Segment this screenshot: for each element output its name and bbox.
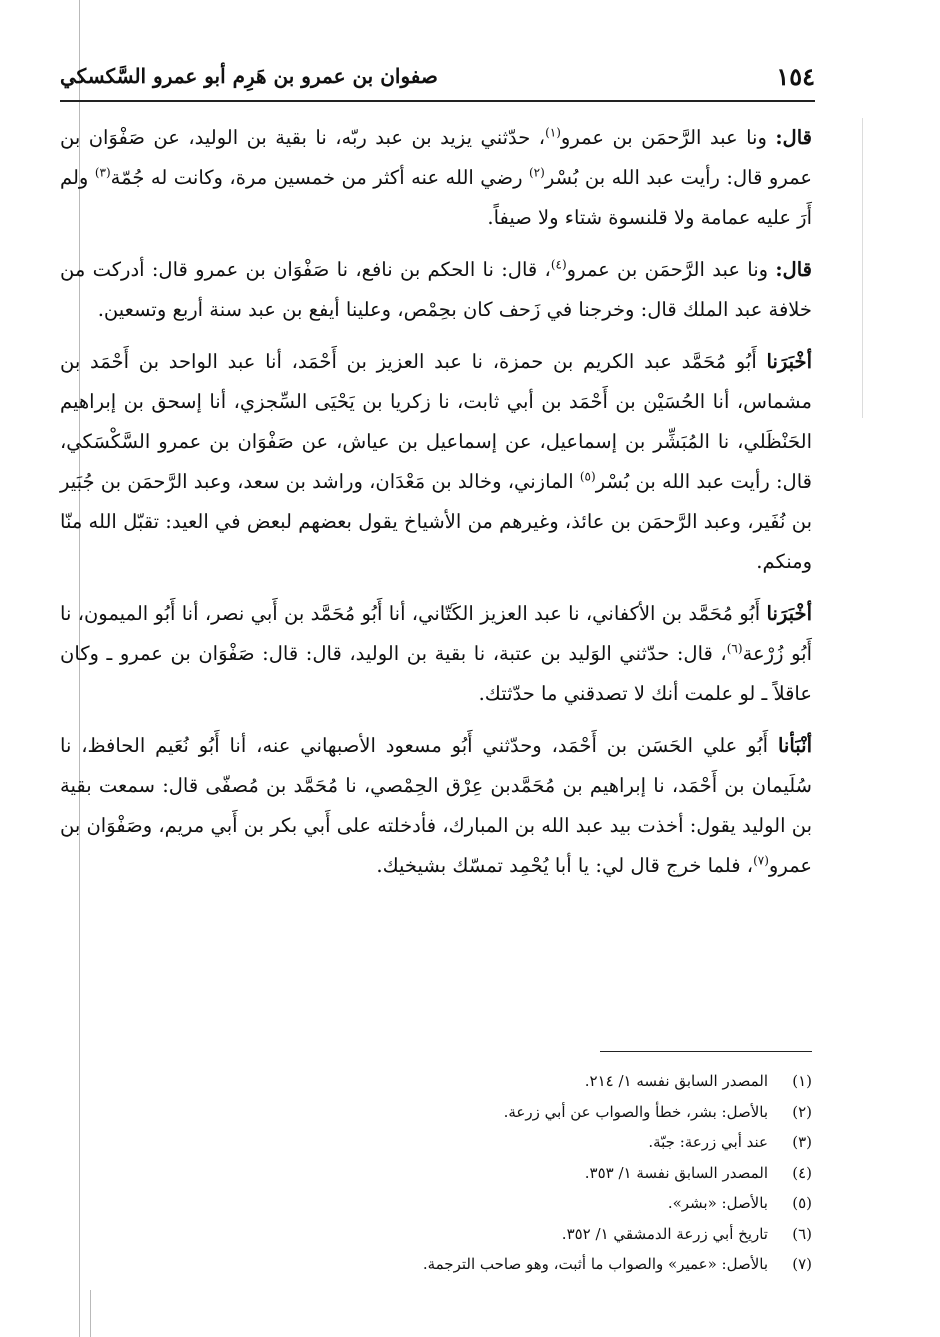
footnote-item bbox=[60, 1158, 812, 1189]
footnote-reference: (١) bbox=[545, 125, 561, 140]
paragraph-text: ، حدّثني يزيد بن عبد ربّه، نا بقية بن الوليد، عن صَفْوَان بن عمرو قال: رأيت عبد الله بن بُسْر bbox=[60, 126, 812, 189]
paragraph-text: ، فلما خرج قال لي: يا أبا يُحْمِد تمسّك بشيخيك. bbox=[376, 854, 754, 877]
paragraph bbox=[60, 726, 812, 886]
footnote-separator bbox=[600, 1051, 812, 1052]
footnote-text: بالأصل: «عمير» والصواب ما أثبت، وهو صاحب الترجمة. bbox=[422, 1255, 768, 1273]
paragraph-text: أَبُو مُحَمَّد عبد الكريم بن حمزة، نا عبد العزيز بن أَحْمَد، أنا عبد الواحد بن أَحْمَد بن مشماس، أنا الحُسَيْن بن أَحْمَد بن أبي ثابت، نا زكريا بن يَحْيَى السِّجزي، أنا إسحق بن إبراهيم الحَنْظَلي، نا المُبَشِّر بن إسماعيل، عن إسماعيل بن عياش، عن صَفْوَان بن عمرو السَّكْسَكي، قال: رأيت عبد الله بن بُسْر bbox=[60, 350, 812, 493]
footnote-text: المصدر السابق نفسه ١/ ٢١٤. bbox=[584, 1072, 768, 1090]
footnote-reference: (٣) bbox=[94, 165, 111, 180]
paragraph-lead-word: قال: bbox=[775, 258, 812, 281]
header-rule bbox=[60, 100, 815, 102]
paragraph-text: المازني، وخالد بن مَعْدَان، وراشد بن سعد، وعبد الرَّحمَن بن جُبَير بن نُفَير، وعبد الرَّحمَن بن عائذ، وغيرهم من الأشياخ يقول بعضهم لبعض في العيد: تقبّل الله منّا ومنكم. bbox=[60, 470, 812, 573]
paragraph-text: أَبُو مُحَمَّد بن الأكفاني، نا عبد العزيز الكَتّاني، أنا أَبُو مُحَمَّد بن أَبي نصر، أنا أَبُو الميمون، نا أَبُو زُرْعة bbox=[60, 602, 812, 665]
paragraph bbox=[60, 342, 812, 582]
footnote-text: بالأصل: بشر، خطأ والصواب عن أبي زرعة. bbox=[503, 1102, 768, 1121]
main-text bbox=[60, 118, 812, 898]
footnote-item bbox=[60, 1127, 812, 1158]
paragraph-text: أَبُو علي الحَسَن بن أَحْمَد، وحدّثني أَبُو مسعود الأصبهاني عنه، أنا أَبُو نُعَيم الحافظ، نا سُلَيمان بن أَحْمَد، نا إبراهيم بن مُحَمَّدبن عِرْق الحِمْصي، نا مُحَمَّد بن مُصفّى قال: سمعت بقية بن الوليد يقول: أخذت بيد عبد الله بن المبارك، فأدخلته على أَبي بكر بن أَبي مريم، وصَفْوَان بن عمرو bbox=[60, 734, 812, 877]
paragraph-text: رضي الله عنه أكثر من خمسين مرة، وكانت له جُمّة bbox=[110, 166, 529, 189]
paragraph bbox=[60, 250, 812, 330]
footnote-text: عند أبي زرعة: جبّة. bbox=[648, 1133, 768, 1151]
paragraph-lead-word: أنْبَأنا bbox=[777, 734, 812, 757]
paragraph-text: ، قال: نا الحكم بن نافع، نا صَفْوَان بن عمرو قال: أدركت من خلافة عبد الملك قال: وخرجنا في زَحف كان بحِمْص، وعلينا أيفع بن عبد سنة أربع وتسعين. bbox=[60, 258, 812, 321]
scan-margin-line bbox=[90, 1290, 91, 1337]
footnote-number: (٣) bbox=[792, 1133, 812, 1151]
footnote-text: المصدر السابق نفسة ١/ ٣٥٣. bbox=[584, 1163, 768, 1182]
paragraph-text: ، قال: حدّثني الوَليد بن عتبة، نا بقية بن الوليد، قال: قال: صَفْوَان بن عمرو ـ وكان عاقلاً ـ لو علمت أنك لا تصدقني ما حدّثتك. bbox=[60, 642, 812, 705]
paragraph-text: ونا عبد الرَّحمَن بن عمرو bbox=[566, 258, 776, 281]
footnote-reference: (٢) bbox=[528, 165, 545, 180]
page-header bbox=[60, 58, 815, 96]
footnote-number: (٤) bbox=[792, 1163, 812, 1182]
footnote-number: (٢) bbox=[792, 1102, 812, 1121]
paragraph bbox=[60, 594, 812, 714]
footnote-text: بالأصل: «بشر». bbox=[667, 1194, 768, 1212]
footnote-text: تاريخ أبي زرعة الدمشقي ١/ ٣٥٢. bbox=[561, 1224, 768, 1243]
paragraph-lead-word: أخْبَرَنا bbox=[766, 350, 812, 373]
paragraph-lead-word: قال: bbox=[775, 126, 812, 149]
footnote-number: (٦) bbox=[792, 1224, 812, 1243]
footnote-reference: (٦) bbox=[726, 641, 743, 656]
footnote-number: (١) bbox=[792, 1072, 812, 1090]
footnote-item bbox=[60, 1249, 812, 1280]
paragraph-lead-word: أخْبَرَنا bbox=[766, 602, 812, 625]
footnote-item bbox=[60, 1188, 812, 1219]
footnotes bbox=[60, 1066, 812, 1280]
paragraph bbox=[60, 118, 812, 238]
footnote-reference: (٥) bbox=[579, 469, 596, 484]
footnote-item bbox=[60, 1097, 812, 1128]
paragraph-text: ونا عبد الرَّحمَن بن عمرو bbox=[560, 126, 776, 149]
footnote-reference: (٧) bbox=[753, 853, 769, 868]
paragraph-text: ولم أَرَ عليه عمامة ولا قلنسوة شتاء ولا صيفاً. bbox=[60, 166, 812, 229]
footnote-item bbox=[60, 1219, 812, 1250]
footnote-item bbox=[60, 1066, 812, 1097]
page-number: ١٥٤ bbox=[776, 62, 815, 91]
footnote-number: (٧) bbox=[792, 1255, 812, 1273]
footnote-number: (٥) bbox=[792, 1194, 812, 1212]
footnote-reference: (٤) bbox=[550, 257, 567, 272]
running-title: صفوان بن عمرو بن هَرِم أبو عمرو السَّكسكي bbox=[60, 64, 438, 88]
scan-margin-line bbox=[862, 118, 863, 418]
